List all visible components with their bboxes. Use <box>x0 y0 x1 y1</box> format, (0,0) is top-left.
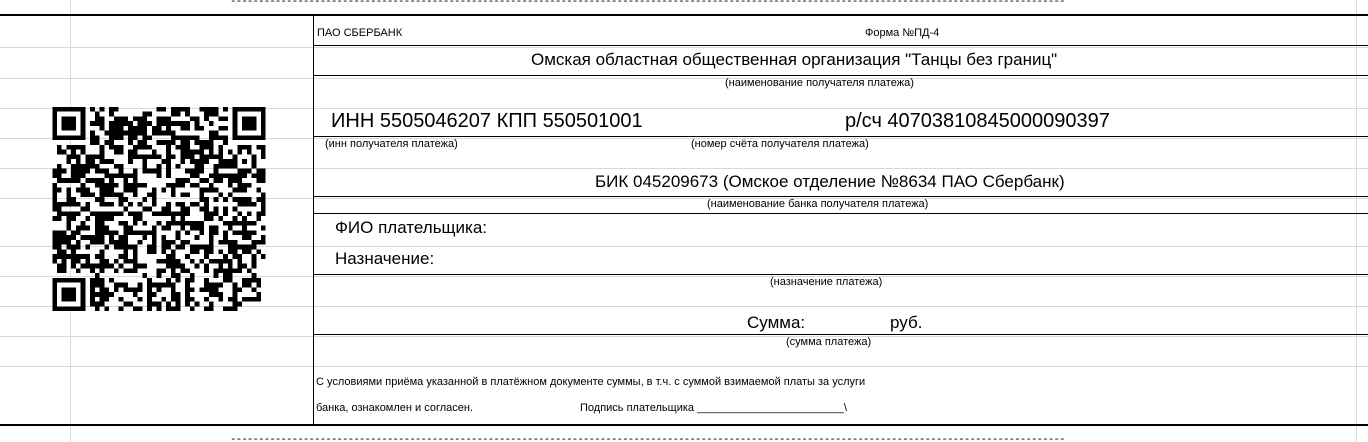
payer-signature: Подпись плательщика ________________________\ <box>580 402 847 414</box>
purpose-caption: (назначение платежа) <box>770 276 883 288</box>
recipient-name: Омская областная общественная организация "Танцы без границ" <box>531 50 1058 69</box>
sum-currency: руб. <box>890 313 923 332</box>
sum-label: Сумма: <box>747 313 806 332</box>
qr-code-icon <box>52 107 266 311</box>
terms-text: С условиями приёма указанной в платёжном документе суммы, в т.ч. с суммой взимаемой платы за услуги <box>316 376 866 388</box>
inn-caption: (инн получателя платежа) <box>325 138 458 150</box>
bank-caption: (наименование банка получателя платежа) <box>707 198 929 210</box>
recipient-bank: БИК 045209673 (Омское отделение №8634 ПАО Сбербанк) <box>595 172 1065 191</box>
sum-caption: (сумма платежа) <box>786 336 872 348</box>
payment-purpose-label: Назначение: <box>335 249 435 268</box>
form-number: Форма №ПД-4 <box>865 27 940 39</box>
payer-fio-label: ФИО плательщика: <box>335 218 488 237</box>
recipient-account: р/сч 40703810845000090397 <box>845 110 1110 132</box>
terms-agreement: банка, ознакомлен и согласен. <box>316 402 474 414</box>
account-caption: (номер счёта получателя платежа) <box>691 138 869 150</box>
bank-name: ПАО СБЕРБАНК <box>317 27 403 39</box>
cut-line-bottom: ----------------------------------------------------------------------------------------------------------------------------------------------------- <box>230 436 1065 442</box>
recipient-inn-kpp: ИНН 5505046207 КПП 550501001 <box>331 110 643 132</box>
cut-line-top: ----------------------------------------------------------------------------------------------------------------------------------------------------- <box>230 0 1065 6</box>
recipient-name-caption: (наименование получателя платежа) <box>725 77 914 89</box>
